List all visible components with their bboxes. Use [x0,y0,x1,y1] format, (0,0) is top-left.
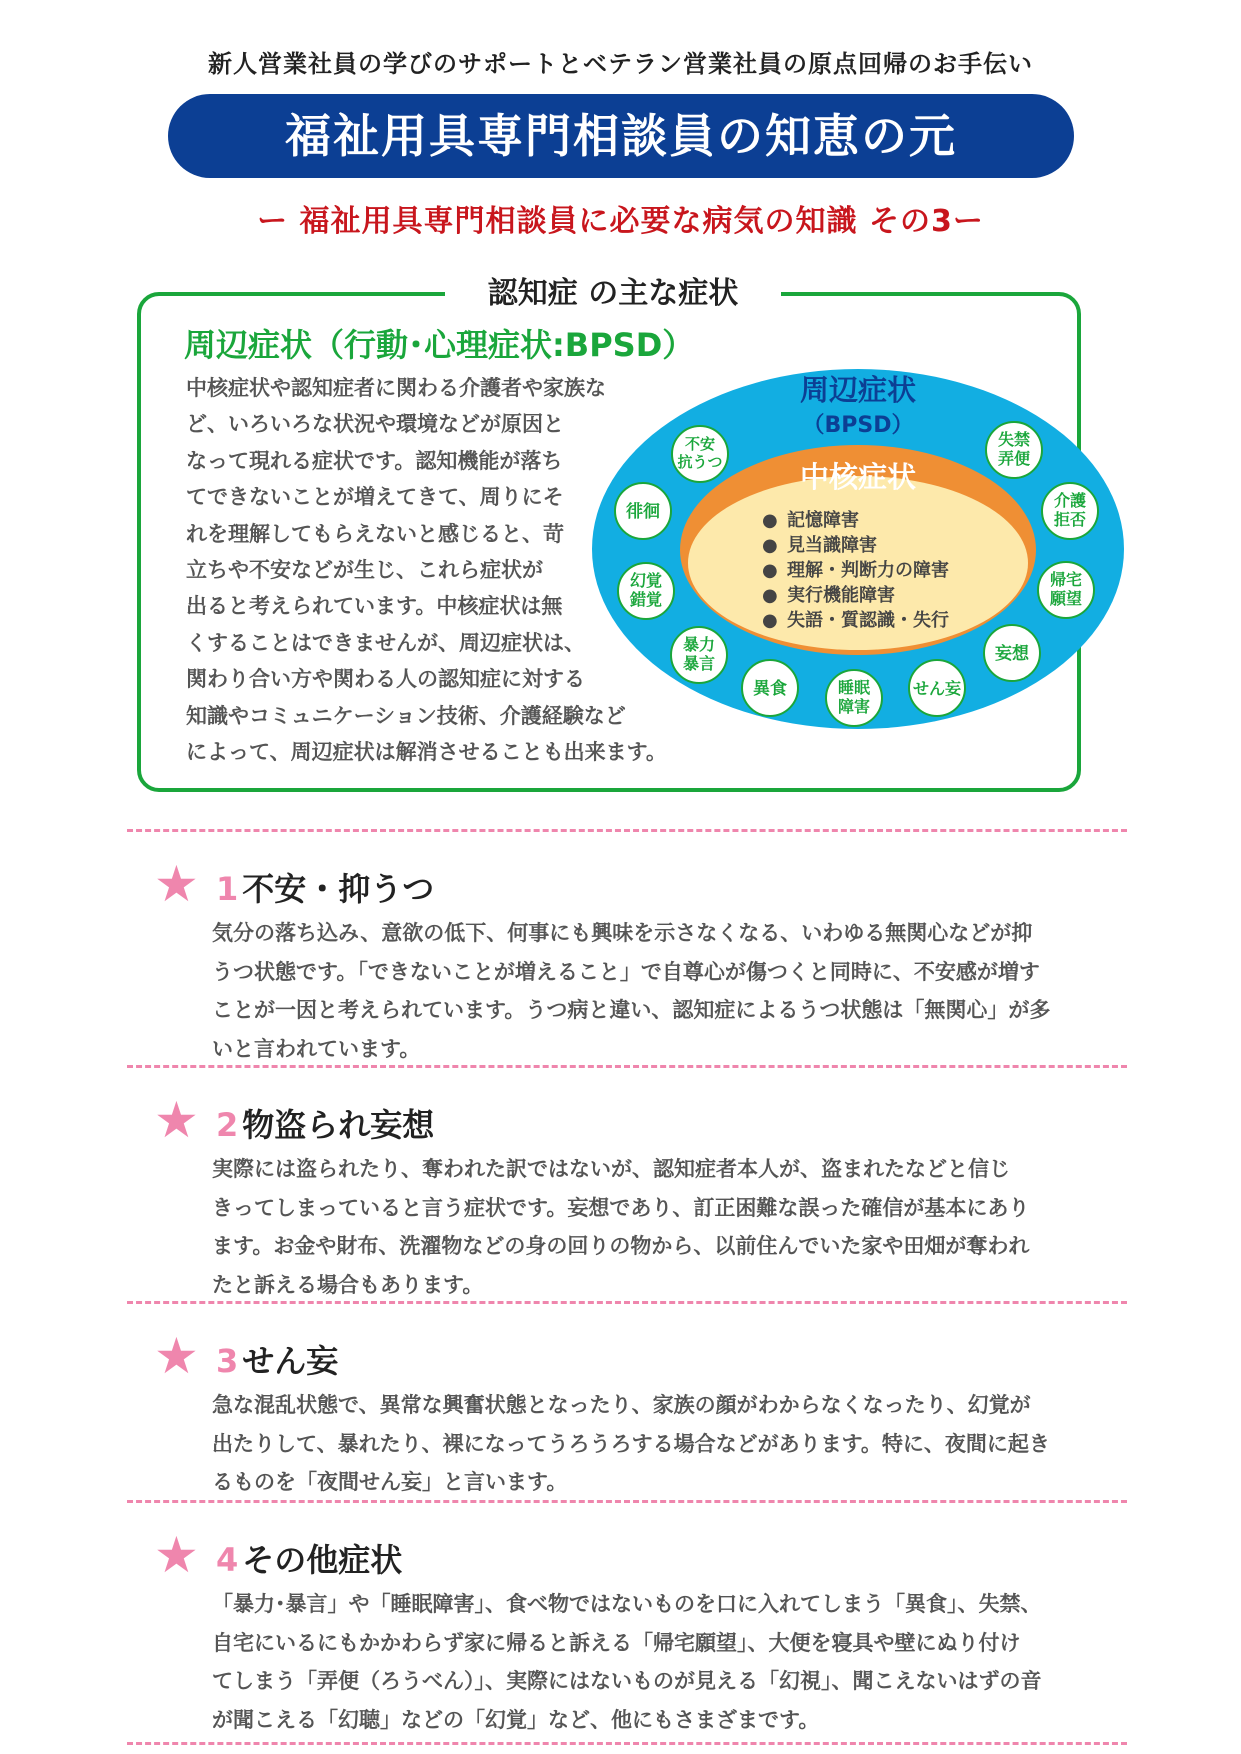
intro-line: てできないことが増えてきて、周りにそ [186,485,564,510]
section-body [212,1386,1092,1502]
section-line: たと訴える場合もあります。 [212,1272,484,1297]
bubble-hallucination [618,563,674,619]
section-line: 自宅にいるにもかかわらず家に帰ると訴える「帰宅願望」、大便を寝具や壁にぬり付け [212,1630,1021,1655]
section-line: ます。お金や財布、洗濯物などの身の回りの物から、以前住んでいた家や田畑が奪われ [212,1234,1030,1258]
svg-text:失禁: 失禁 [997,430,1031,449]
section-divider [127,1742,1127,1745]
section-title-text: 不安・抑うつ [242,870,435,908]
section-number: 4 [216,1541,239,1579]
core-bullet: ● [762,535,778,556]
bubble-wandering [615,483,671,539]
intro-line: によって、周辺症状は解消させることも出来ます。 [186,740,667,765]
star-icon: ★ [154,1526,199,1584]
section-line: 急な混乱状態で、異常な興奮状態となったり、家族の顔がわからなくなったり、幻覚が [212,1393,1031,1417]
svg-text:妄想: 妄想 [995,644,1029,664]
svg-text:暴言: 暴言 [682,654,716,673]
symptom-diagram [0,0,1241,800]
intro-line: ど、いろいろな状況や環境などが原因と [186,412,564,437]
section-line: 実際には盗られたり、奪われた訳ではないが、認知症者本人が、盗まれたなどと信じ [212,1157,1010,1181]
section-title-text: その他症状 [242,1541,403,1579]
section-line: きってしまっていると言う症状です。妄想であり、訂正困難な誤った確信が基本にあり [212,1195,1030,1220]
svg-text:せん妄: せん妄 [912,679,962,698]
intro-line: れを理解してもらえないと感じると、苛 [186,521,564,546]
section-body [212,1585,1092,1739]
star-icon: ★ [154,1327,199,1385]
svg-text:暴力: 暴力 [682,635,716,654]
section-body [212,914,1092,1068]
intro-line: 中核症状や認知症者に関わる介護者や家族な [186,376,606,400]
section-line: 出たりして、暴れたり、裸になってうろうろする場合などがあります。特に、夜間に起き [212,1431,1050,1456]
svg-text:異食: 異食 [753,679,787,699]
svg-text:幻覚: 幻覚 [629,571,663,590]
bubble-sleep-disorder [826,670,882,726]
section-line: が聞こえる「幻聴」などの「幻覚」など、他にもさまざまです。 [212,1707,820,1732]
svg-text:願望: 願望 [1049,589,1083,608]
intro-line: くすることはできませんが、周辺症状は、 [186,630,585,655]
star-icon: ★ [154,1091,199,1149]
core-item: 理解・判断力の障害 [787,560,949,581]
svg-text:介護: 介護 [1053,491,1087,510]
svg-text:徘徊: 徘徊 [626,502,660,522]
section-line: ことが一因と考えられています。うつ病と違い、認知症によるうつ状態は「無関心」が多 [212,998,1051,1022]
core-bullet: ● [762,585,778,606]
core-bullet: ● [762,560,778,581]
tagline: 新人営業社員の学びのサポートとベテラン営業社員の原点回帰のお手伝い [208,50,1033,78]
bubble-delusion [984,625,1040,681]
section-line: るものを「夜間せん妄」と言います。 [212,1470,568,1494]
bubble-homecoming [1038,562,1094,618]
section-title [216,1100,434,1146]
section-title [216,1336,338,1382]
core-title: 中核症状 [799,460,917,494]
section-divider [127,829,1127,832]
svg-text:弄便: 弄便 [997,449,1031,468]
svg-text:拒否: 拒否 [1053,510,1087,529]
section-divider [127,1065,1127,1068]
section-title-text: 物盗られ妄想 [242,1106,435,1144]
intro-line: 出ると考えられています。中核症状は無 [186,594,563,619]
section-body [212,1150,1092,1304]
svg-text:錯覚: 錯覚 [629,590,663,609]
bpsd-heading: 周辺症状（行動･心理症状:BPSD） [184,326,695,364]
svg-text:障害: 障害 [837,697,871,716]
core-item: 失語・質認識・失行 [787,610,949,631]
section-line: 気分の落ち込み、意欲の低下、何事にも興味を示さなくなる、いわゆる無関心などが抑 [212,921,1033,945]
page-subtitle: ー 福祉用具専門相談員に必要な病気の知識 その3ー [257,204,984,239]
page-title: 福祉用具専門相談員の知恵の元 [168,94,1074,178]
overview-frame-title: 認知症 の主な症状 [445,268,781,312]
section-number: 2 [216,1106,239,1144]
intro-line: なって現れる症状です。認知機能が落ち [186,448,563,473]
section-number: 1 [216,870,239,908]
section-line: てしまう「弄便（ろうべん）」、実際にはないものが見える「幻視」、聞こえないはずの音 [212,1669,1042,1693]
section-title-text: せん妄 [242,1342,339,1380]
bubble-care-refusal [1042,483,1098,539]
star-icon: ★ [154,855,199,913]
section-line: いと言われています。 [212,1036,421,1061]
bubble-delirium [909,660,965,716]
core-item: 実行機能障害 [787,585,895,606]
section-line: うつ状態です。「できないことが増えること」で自尊心が傷つくと同時に、不安感が増す [212,959,1040,984]
section-line: 「暴力･暴言」や「睡眠障害」、食べ物ではないものを口に入れてしまう「異食」、失禁、 [212,1592,1042,1616]
bpsd-outer-subtitle: （BPSD） [802,413,914,438]
svg-text:帰宅: 帰宅 [1049,570,1083,589]
core-bullet: ● [762,510,778,531]
section-title [216,864,434,910]
section-divider [127,1301,1127,1304]
intro-line: 知識やコミュニケーション技術、介護経験など [186,703,626,728]
svg-text:睡眠: 睡眠 [837,678,871,697]
bubble-incontinence [986,422,1042,478]
svg-text:不安: 不安 [684,435,716,453]
svg-text:抗うつ: 抗うつ [677,453,723,471]
intro-line: 関わり合い方や関わる人の認知症に対する [186,667,585,692]
bpsd-outer-title: 周辺症状 [799,373,917,407]
section-divider [127,1500,1127,1503]
section-title [216,1535,402,1581]
intro-line: 立ちや不安などが生じ、これら症状が [186,558,543,583]
bubble-anxiety [672,426,728,482]
core-item: 記憶障害 [787,510,859,531]
bubble-pica [742,660,798,716]
section-number: 3 [216,1342,239,1380]
core-item: 見当識障害 [787,535,877,556]
core-bullet: ● [762,610,778,631]
bubble-violence [671,627,727,683]
